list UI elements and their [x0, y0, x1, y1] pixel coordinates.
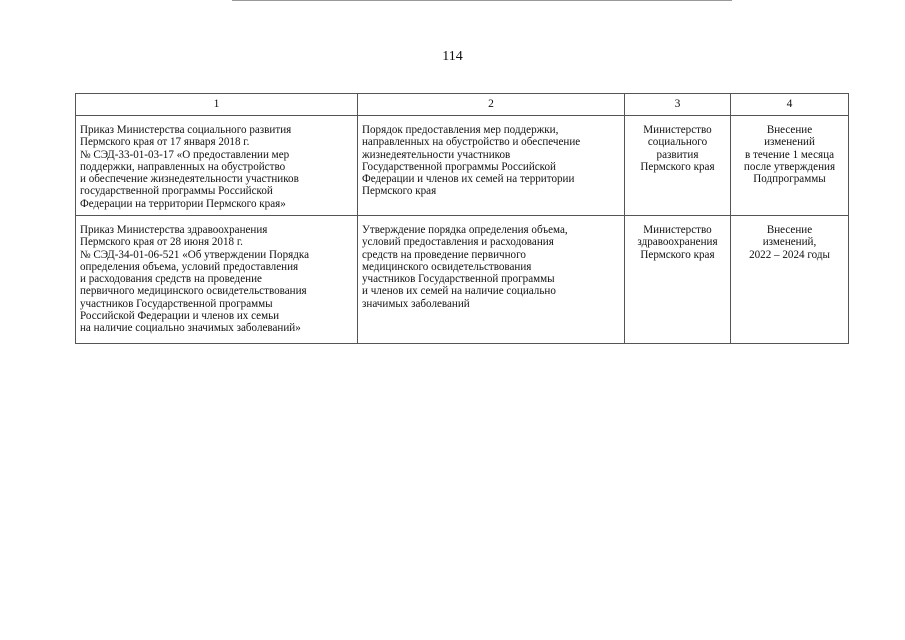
legal-act-cell: [76, 216, 358, 344]
deadline-text: Внесение изменений в течение 1 месяца после утверждения Подпрограммы: [743, 124, 836, 186]
legal-act-cell: [76, 116, 358, 216]
act-subject-text: Утверждение порядка определения объема, условий предоставления и расходования средств на проведение первичного медицинского освидетельствования участников Государственной программы и членов их семей на наличие социально значимых заболеваний: [362, 224, 568, 310]
act-subject-text: Порядок предоставления мер поддержки, направленных на обустройство и обеспечение жизнедеятельности участников Государственной программы Российской Федерации и членов их семей на территории Пермского края: [362, 124, 581, 198]
table-header-row: [76, 94, 849, 116]
scan-edge-line: [232, 0, 732, 1]
column-header-3: 3: [625, 94, 731, 116]
column-header-4: 4: [731, 94, 849, 116]
column-header-1: 1: [76, 94, 358, 116]
table-row: [76, 216, 849, 344]
page-number: 114: [442, 49, 463, 64]
deadline-text: Внесение изменений, 2022 – 2024 годы: [749, 224, 830, 261]
responsible-body-text: Министерство социального развития Пермского края: [640, 124, 715, 173]
deadline-cell: [731, 116, 849, 216]
act-subject-cell: [358, 216, 625, 344]
responsible-body-text: Министерство здравоохранения Пермского края: [637, 224, 718, 261]
deadline-cell: [731, 216, 849, 344]
document-table: [75, 93, 849, 344]
column-header-2: 2: [358, 94, 625, 116]
legal-act-text: Приказ Министерства социального развития Пермского края от 17 января 2018 г. № СЭД-33-01-03-17 «О предоставлении мер поддержки, направленных на обустройство и обеспечение жизнедеятельности участников государственной программы Российской Федерации на территории Пермского края»: [80, 124, 299, 210]
table-row: [76, 116, 849, 216]
responsible-body-cell: [625, 116, 731, 216]
responsible-body-cell: [625, 216, 731, 344]
act-subject-cell: [358, 116, 625, 216]
legal-act-text: Приказ Министерства здравоохранения Пермского края от 28 июня 2018 г. № СЭД-34-01-06-521 «Об утверждении Порядка определения объема, условий предоставления и расходования средств на проведение первичного медицинского освидетельствования участников Государственной программы Российской Федерации и членов их семьи на наличие социально значимых заболеваний»: [80, 224, 310, 335]
